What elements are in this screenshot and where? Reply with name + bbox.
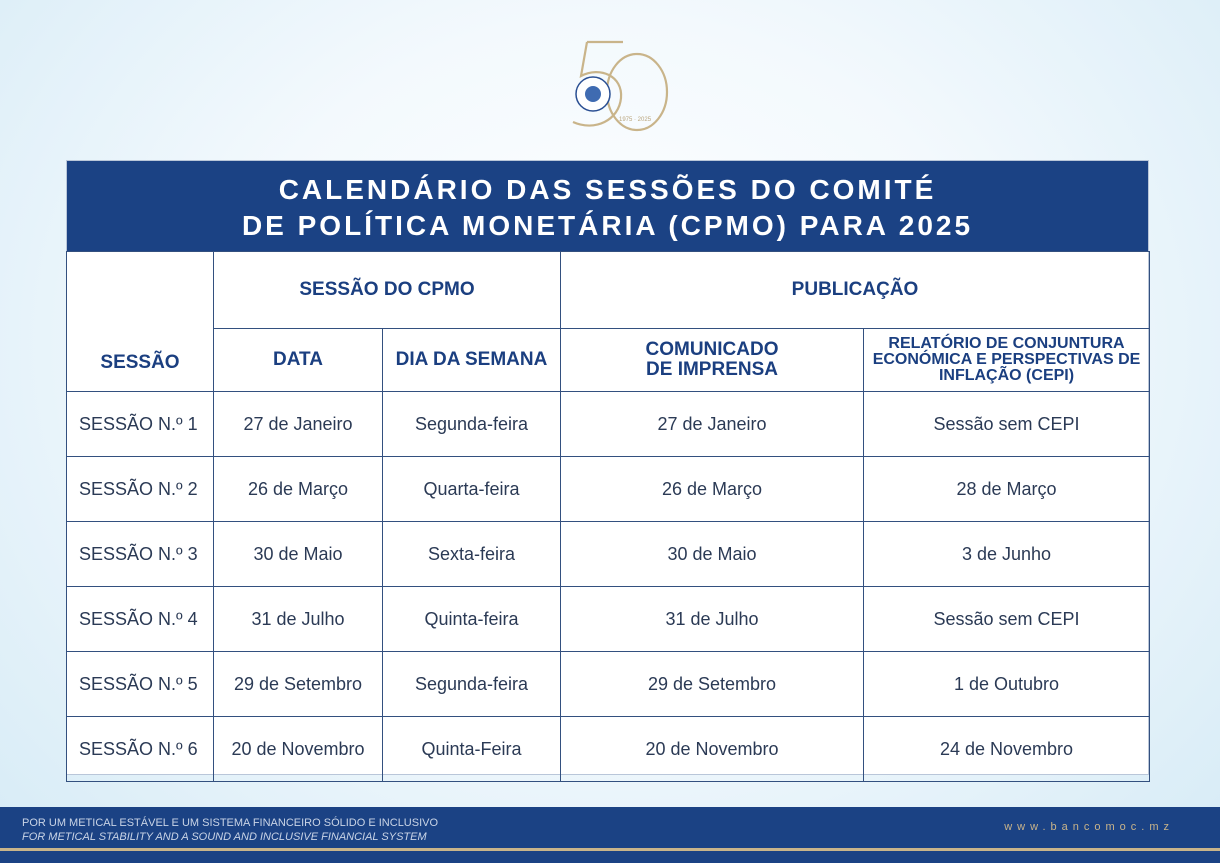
cell-relatorio: 24 de Novembro (864, 717, 1150, 782)
header-relatorio: RELATÓRIO DE CONJUNTURA ECONÓMICA E PERSPECTIVAS DE INFLAÇÃO (CEPI) (864, 329, 1150, 392)
header-sessao-cpmo: SESSÃO DO CPMO (214, 252, 561, 329)
table-row (67, 392, 1150, 457)
cell-dia-semana: Sexta-feira (383, 522, 561, 587)
header-publicacao: PUBLICAÇÃO (561, 252, 1150, 329)
cell-comunicado: 27 de Janeiro (561, 392, 864, 457)
cell-comunicado: 26 de Março (561, 457, 864, 522)
header-data: DATA (214, 329, 383, 392)
slogan-pt: POR UM METICAL ESTÁVEL E UM SISTEMA FINANCEIRO SÓLIDO E INCLUSIVO (22, 817, 439, 829)
table-row (67, 587, 1150, 652)
header-sessao: SESSÃO (67, 252, 214, 392)
website-link[interactable]: www.bancomoc.mz (1004, 821, 1174, 833)
footer-gold-line (0, 848, 1220, 851)
cell-relatorio: 28 de Março (864, 457, 1150, 522)
cell-sessao: SESSÃO N.º 1 (67, 392, 214, 457)
fifty-years-logo (545, 36, 675, 136)
cell-dia-semana: Segunda-feira (383, 652, 561, 717)
cell-relatorio: 3 de Junho (864, 522, 1150, 587)
logo-years: 1975 · 2025 (619, 117, 652, 123)
cell-sessao: SESSÃO N.º 5 (67, 652, 214, 717)
cell-data: 30 de Maio (214, 522, 383, 587)
cell-comunicado: 20 de Novembro (561, 717, 864, 782)
title-line-1: CALENDÁRIO DAS SESSÕES DO COMITÉ (278, 174, 937, 205)
cell-dia-semana: Segunda-feira (383, 392, 561, 457)
cell-sessao: SESSÃO N.º 4 (67, 587, 214, 652)
sessions-table (66, 251, 1150, 782)
title-line-2: DE POLÍTICA MONETÁRIA (CPMO) PARA 2025 (241, 210, 974, 241)
cell-sessao: SESSÃO N.º 2 (67, 457, 214, 522)
table-row (67, 522, 1150, 587)
calendar-title (67, 161, 1148, 251)
cell-dia-semana: Quinta-feira (383, 587, 561, 652)
table-row (67, 652, 1150, 717)
cell-sessao: SESSÃO N.º 6 (67, 717, 214, 782)
cell-dia-semana: Quinta-Feira (383, 717, 561, 782)
cell-sessao: SESSÃO N.º 3 (67, 522, 214, 587)
footer-bar (0, 807, 1220, 863)
cell-data: 29 de Setembro (214, 652, 383, 717)
table-row (67, 717, 1150, 782)
table-row (67, 457, 1150, 522)
header-dia-semana: DIA DA SEMANA (383, 329, 561, 392)
cell-relatorio: 1 de Outubro (864, 652, 1150, 717)
header-comunicado: COMUNICADO DE IMPRENSA (561, 329, 864, 392)
cell-data: 27 de Janeiro (214, 392, 383, 457)
cell-data: 26 de Março (214, 457, 383, 522)
slogan-en: FOR METICAL STABILITY AND A SOUND AND INCLUSIVE FINANCIAL SYSTEM (22, 831, 427, 843)
cell-data: 20 de Novembro (214, 717, 383, 782)
cell-relatorio: Sessão sem CEPI (864, 392, 1150, 457)
calendar-card (66, 160, 1149, 775)
cell-comunicado: 31 de Julho (561, 587, 864, 652)
cell-comunicado: 29 de Setembro (561, 652, 864, 717)
cell-data: 31 de Julho (214, 587, 383, 652)
cell-dia-semana: Quarta-feira (383, 457, 561, 522)
cell-relatorio: Sessão sem CEPI (864, 587, 1150, 652)
cell-comunicado: 30 de Maio (561, 522, 864, 587)
footer-slogan (22, 816, 438, 844)
